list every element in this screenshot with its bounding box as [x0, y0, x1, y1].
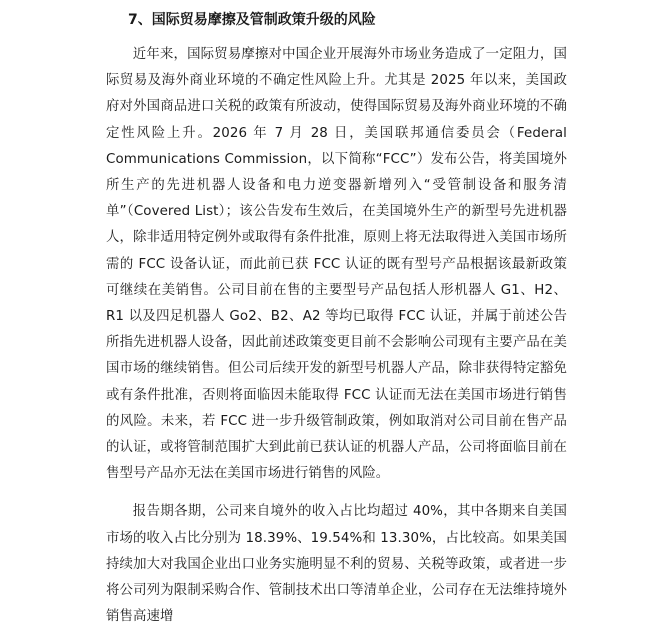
section-heading: 7、国际贸易摩擦及管制政策升级的风险: [128, 12, 376, 28]
paragraph-overseas-revenue: 报告期各期，公司来自境外的收入占比均超过 40%，其中各期来自美国市场的收入占比分别为 18.39%、19.54%和 13.30%，占比较高。如果美国持续加大对我国企业出口业务实施明显不利的贸易、关税等政策，或者进一步将公司列为限制采购合作、管制技术出口等清单企业，公司存在无法维持境外销售高速增: [106, 504, 567, 625]
paragraph-trade-friction: 近年来，国际贸易摩擦对中国企业开展海外市场业务造成了一定阻力，国际贸易及海外商业环境的不确定性风险上升。尤其是 2025 年以来，美国政府对外国商品进口关税的政策有所波动，使得国际贸易及海外商业环境的不确定性风险上升。2026 年 7 月 28 日，美国联邦通信委员会（Federal Communications Commission，以下简称“FCC”）发布公告，将美国境外所生产的先进机器人设备和电力逆变器新增列入“受管制设备和服务清单”（Covered List）；该公告发布生效后，在美国境外生产的新型号先进机器人，除非适用特定例外或取得有条件批准，原则上将无法取得进入美国市场所需的 FCC 设备认证，而此前已获 FCC 认证的既有型号产品根据该最新政策可继续在美销售。公司目前在售的主要型号产品包括人形机器人 G1、H2、R1 以及四足机器人 Go2、B2、A2 等均已取得 FCC 认证，并属于前述公告所指先进机器人设备，因此前述政策变更目前不会影响公司现有主要产品在美国市场的继续销售。但公司后续开发的新型号机器人产品，除非获得特定豁免或有条件批准，否则将面临因未能取得 FCC 认证而无法在美国市场进行销售的风险。未来，若 FCC 进一步升级管制政策，例如取消对公司目前在售产品的认证，或将管制范围扩大到此前已获认证的机器人产品，公司将面临目前在售型号产品亦无法在美国市场进行销售的风险。: [106, 47, 567, 482]
